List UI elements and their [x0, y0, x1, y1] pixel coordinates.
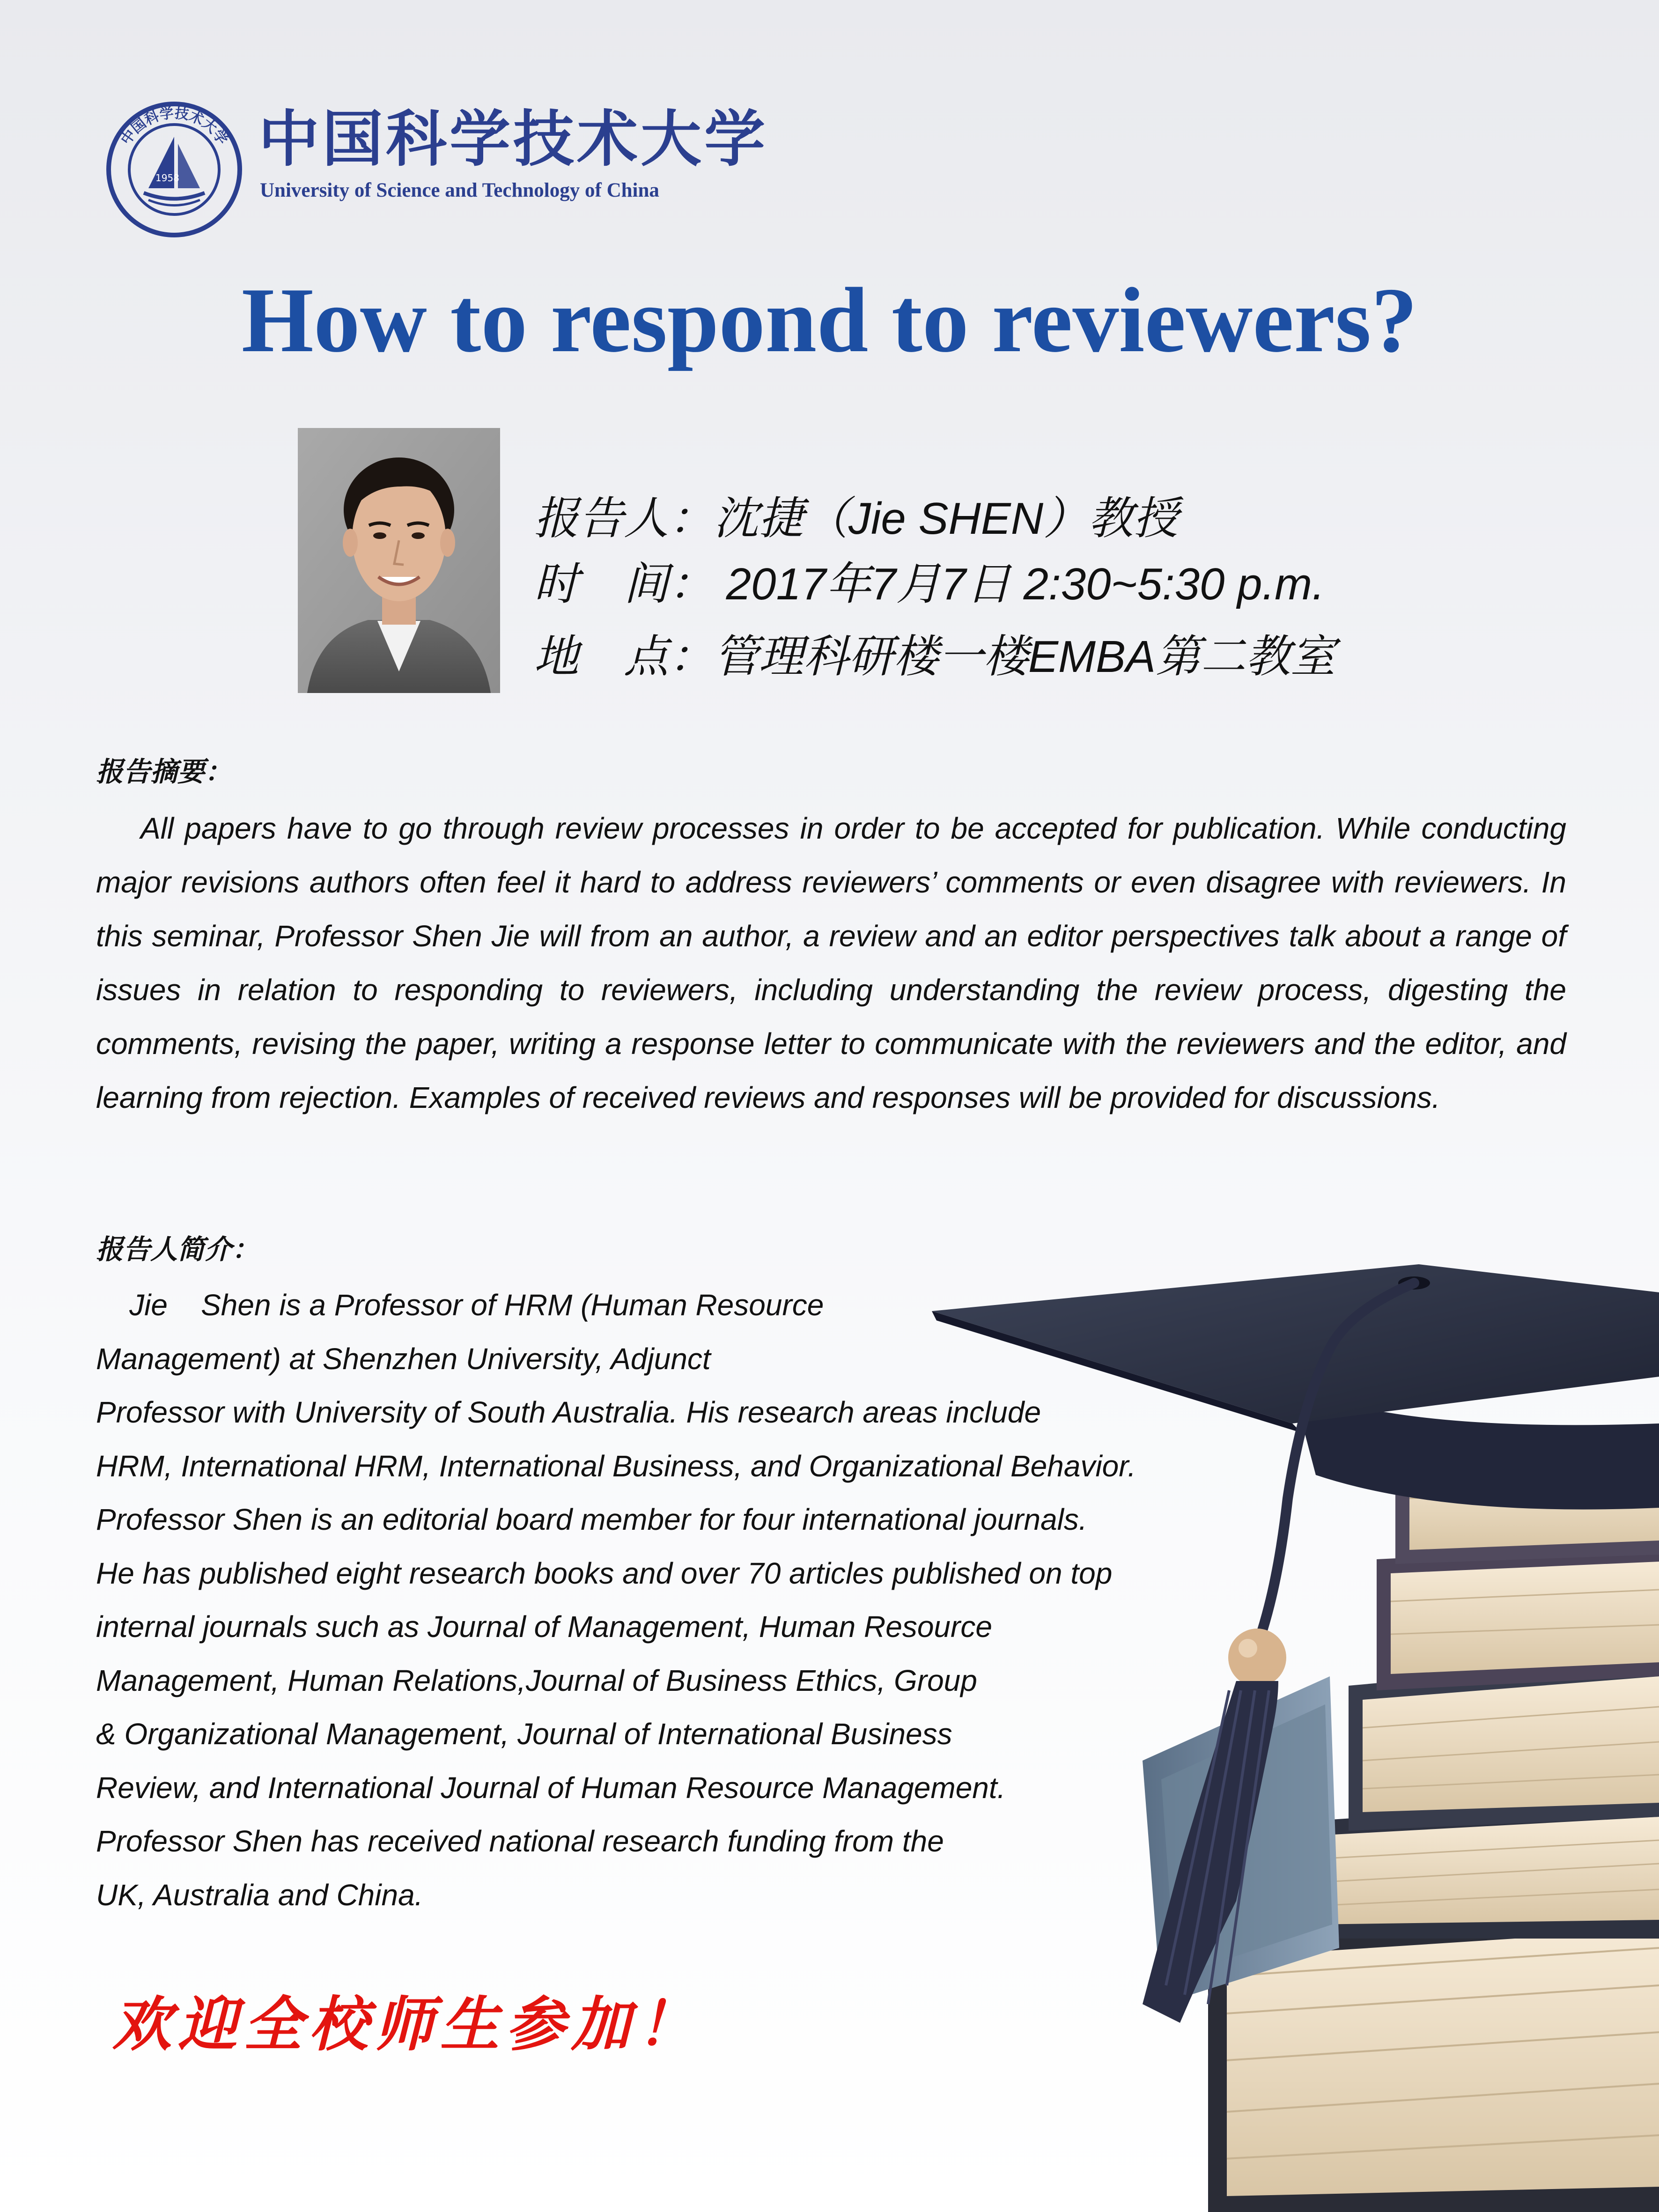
bio-line: Review, and International Journal of Human Resource Management.: [96, 1770, 1006, 1805]
seal-text: 中国科学技术大学: [118, 105, 231, 148]
seminar-location-line: 地 点：管理科研楼一楼EMBA第二教室: [534, 632, 1336, 682]
bio-line: UK, Australia and China.: [96, 1878, 423, 1912]
speaker-name-line: 报告人：沈捷（Jie SHEN）教授: [534, 494, 1179, 544]
bio-line: Professor Shen is an editorial board member for four international journals.: [96, 1503, 1087, 1536]
university-seal-icon: [104, 99, 244, 240]
bio-line: & Organizational Management, Journal of International Business: [96, 1717, 952, 1751]
bio-line: HRM, International HRM, International Business, and Organizational Behavior.: [96, 1449, 1136, 1483]
bio-line: Professor with University of South Australia. His research areas include: [96, 1395, 1041, 1429]
university-name-chinese: 中国科学技术大学: [258, 103, 768, 175]
welcome-message: 欢迎全校师生参加！: [112, 1990, 702, 2059]
bio-heading: 报告人简介：: [96, 1234, 259, 1265]
abstract-heading: 报告摘要：: [96, 757, 232, 787]
abstract-paragraph: All papers have to go through review processes in order to be accepted for publication. While conducting major revisions authors often feel it hard to address reviewers’ comments or even disagree with reviewers. In this seminar, Professor Shen Jie will from an author, a review and an editor perspectives talk about a range of issues in relation to responding to reviewers, including understanding the review process, digesting the comments, revising the paper, writing a response letter to communicate with the reviewers and the editor, and learning from rejection. Examples of received reviews and responses will be provided for discussions.: [96, 811, 1566, 1114]
speaker-photo-icon: [298, 428, 500, 693]
bio-line: Management, Human Relations,Journal of Business Ethics, Group: [96, 1663, 977, 1697]
bio-line: Professor Shen has received national research funding from the: [96, 1824, 944, 1858]
bio-line: internal journals such as Journal of Management, Human Resource: [96, 1610, 992, 1644]
bio-paragraph: [96, 1278, 1290, 1922]
seminar-title: How to respond to reviewers?: [241, 269, 1418, 371]
bio-line: He has published eight research books and over 70 articles published on top: [96, 1556, 1113, 1590]
seminar-time-line: 时 间： 2017年7月7日 2:30~5:30 p.m.: [534, 559, 1325, 609]
seal-year: 1958: [155, 172, 179, 184]
bio-line: Management) at Shenzhen University, Adjunct: [96, 1342, 711, 1376]
university-name-english: University of Science and Technology of China: [260, 179, 659, 201]
bio-line: Jie Shen is a Professor of HRM (Human Resource: [96, 1288, 824, 1322]
